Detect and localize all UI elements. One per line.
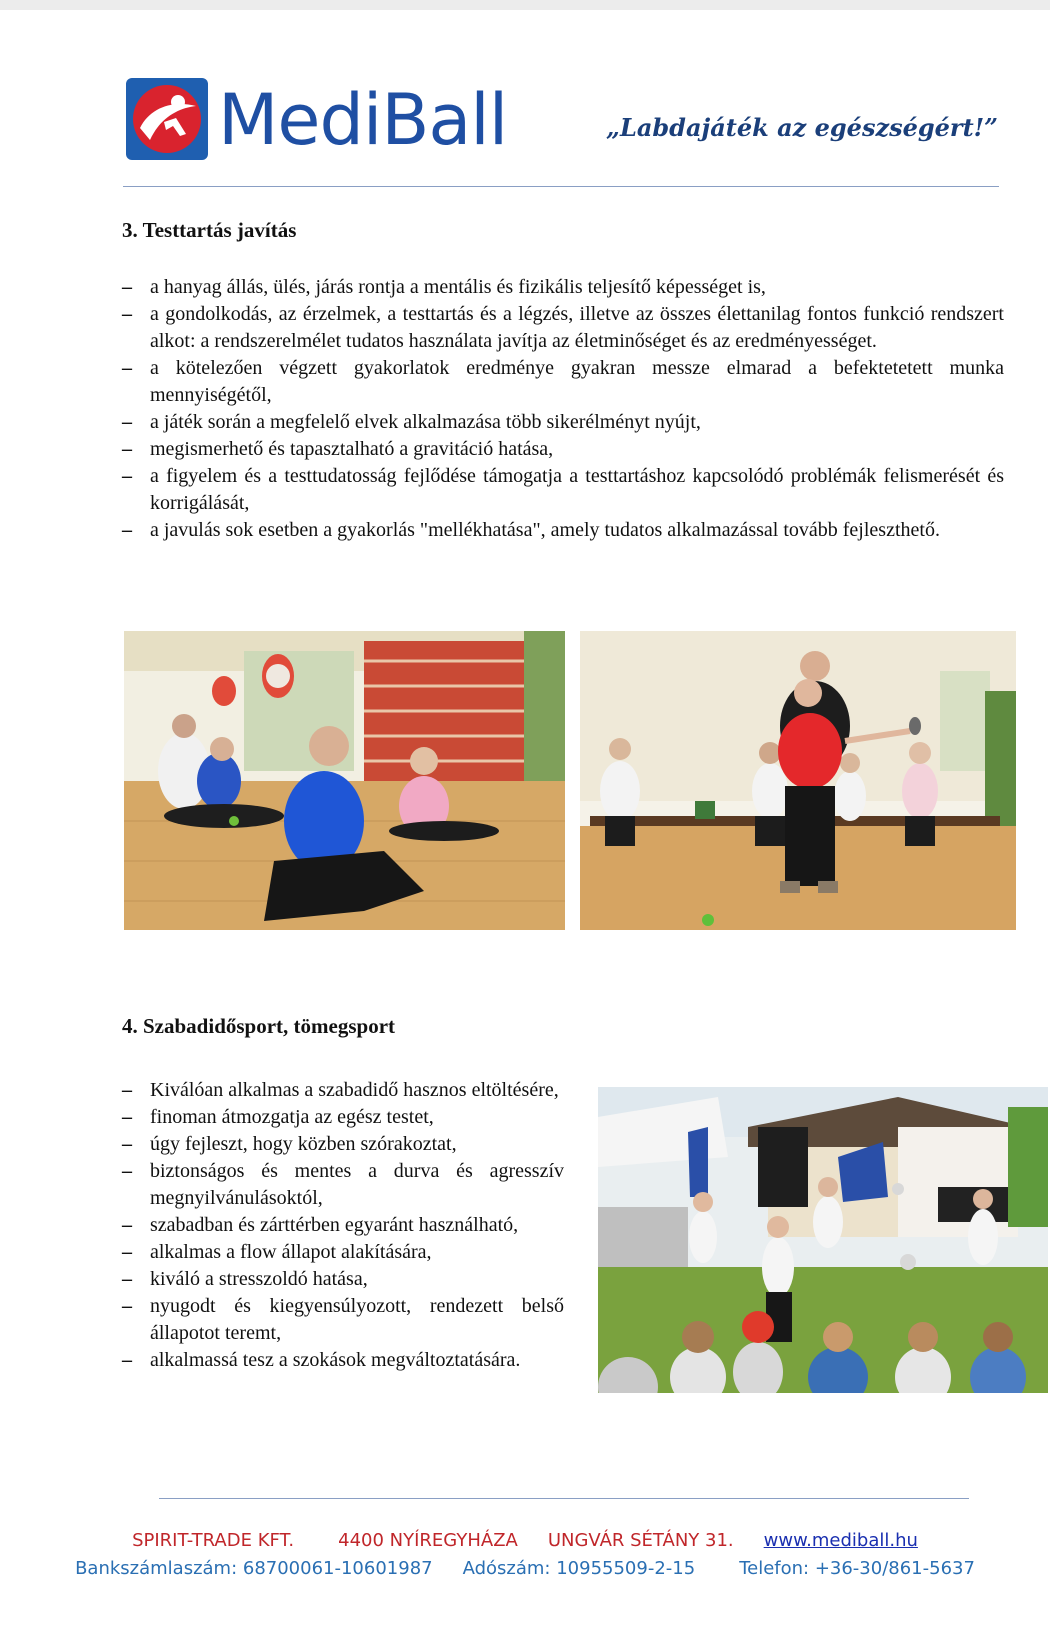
logo-text: MediBall xyxy=(218,79,508,161)
footer-street: UNGVÁR SÉTÁNY 31. xyxy=(547,1530,734,1551)
mediball-ball-icon xyxy=(126,78,208,160)
list-item: – úgy fejleszt, hogy közben szórakoztat, xyxy=(122,1131,564,1158)
list-item: – finoman átmozgatja az egész testet, xyxy=(122,1104,564,1131)
top-bar xyxy=(0,0,1050,10)
photo-gym-exercise xyxy=(124,631,565,930)
section-4-list xyxy=(122,1077,564,1374)
photo-posture-demo xyxy=(580,631,1016,930)
website-link[interactable]: www.mediball.hu xyxy=(763,1530,918,1551)
list-item: – a figyelem és a testtudatosság fejlődése támogatja a testtartáshoz kapcsolódó problémák felismerését és korrigálását, xyxy=(122,463,1004,517)
footer-city: 4400 NYÍREGYHÁZA xyxy=(338,1530,518,1551)
list-item: – nyugodt és kiegyensúlyozott, rendezett belső állapotot teremt, xyxy=(122,1293,564,1347)
footer-bank: Bankszámlaszám: 68700061-10601987 xyxy=(75,1558,433,1579)
list-item: – a játék során a megfelelő elvek alkalmazása több sikerélményt nyújt, xyxy=(122,409,1004,436)
list-item: – alkalmas a flow állapot alakítására, xyxy=(122,1239,564,1266)
header-divider xyxy=(123,186,999,187)
list-item: – a kötelezően végzett gyakorlatok eredménye gyakran messze elmarad a befektetetett munka mennyiségétől, xyxy=(122,355,1004,409)
section-3-list xyxy=(122,274,1004,544)
footer-address-line xyxy=(0,1530,1050,1551)
list-item: – alkalmassá tesz a szokások megváltoztatására. xyxy=(122,1347,564,1374)
section-3-title: 3. Testtartás javítás xyxy=(122,218,297,242)
footer-phone: Telefon: +36-30/861-5637 xyxy=(739,1558,975,1579)
photo-outdoor-event xyxy=(598,1087,1048,1393)
list-item: – a javulás sok esetben a gyakorlás "mellékhatása", amely tudatos alkalmazással tovább fejleszthető. xyxy=(122,517,1004,544)
list-item: – megismerhető és tapasztalható a gravitáció hatása, xyxy=(122,436,1004,463)
footer-divider xyxy=(159,1498,969,1499)
section-4-title: 4. Szabadidősport, tömegsport xyxy=(122,1014,396,1038)
list-item: – Kiválóan alkalmas a szabadidő hasznos eltöltésére, xyxy=(122,1077,564,1104)
list-item: – a hanyag állás, ülés, járás rontja a mentális és fizikális teljesítő képességet is, xyxy=(122,274,1004,301)
list-item: – a gondolkodás, az érzelmek, a testtartás és a légzés, illetve az összes élettanilag fontos funkció rendszert alkot: a rendszerelmélet tudatos használata javítja az életminőséget és az eredményességet. xyxy=(122,301,1004,355)
list-item: – kiváló a stresszoldó hatása, xyxy=(122,1266,564,1293)
footer-tax: Adószám: 10955509-2-15 xyxy=(462,1558,696,1579)
footer-company: SPIRIT-TRADE KFT. xyxy=(132,1530,295,1551)
slogan: „Labdajáték az egészségért!” xyxy=(606,113,998,142)
footer-contact-line xyxy=(0,1558,1050,1579)
list-item: – biztonságos és mentes a durva és agresszív megnyilvánulásoktól, xyxy=(122,1158,564,1212)
list-item: – szabadban és zárttérben egyaránt használható, xyxy=(122,1212,564,1239)
